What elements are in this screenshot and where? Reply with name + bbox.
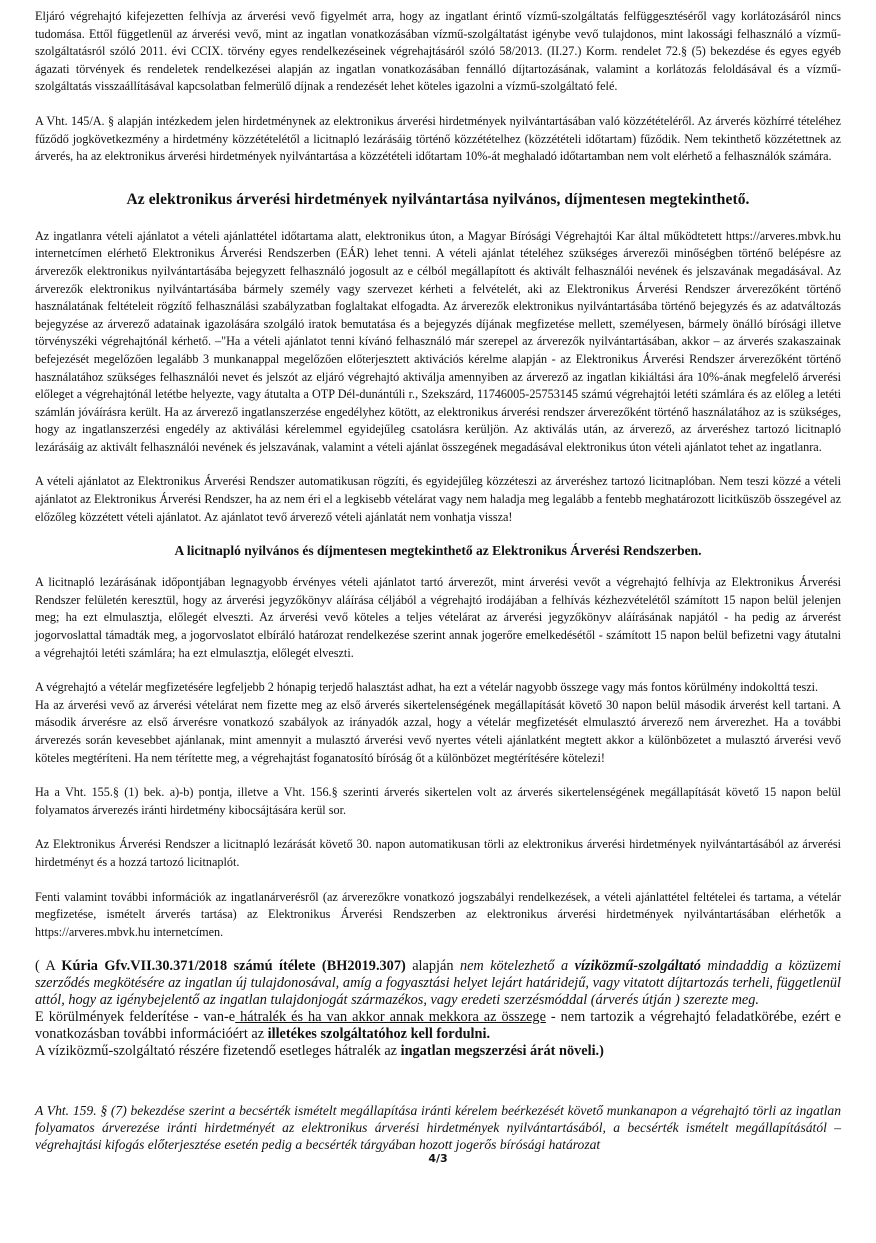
paragraph-further-info: Fenti valamint további információk az ingatlanárverésről (az árverezőkre vonatkozó jogszabályi rendelkezések, a vételi ajánlattétel feltételei és tartama, a vételár megfizetése, ismételt árverés tartása) az Elektronikus Árverési Rendszerben az elektronikus árverési hirdetmények nyilvántartásában elérhetők a https://arveres.mbvk.hu internetcímen.: [35, 889, 841, 939]
arrears-contact-provider: illetékes szolgáltatóhoz kell fordulni.: [267, 1026, 491, 1043]
kuria-alapjan: alapján: [405, 958, 460, 975]
arrears-price-paragraph: [35, 1043, 841, 1060]
arrears-price-bold: ingatlan megszerzési árát növeli.): [400, 1043, 604, 1060]
arrears-price-text: A víziközmű-szolgáltató részére fizetendő esetleges hátralék az: [35, 1043, 401, 1060]
paragraph-bid-recording: A vételi ajánlatot az Elektronikus Árverési Rendszer automatikusan rögzíti, és egyidejűleg közzéteszi az árveréshez tartozó licitnaplóban. Nem teszi közzé a vételi ajánlatot az Elektronikus Árverési Rendszer, ha az nem éri el a legkisebb vételárat vagy nem haladja meg legalább a fentebb meghatározott licitküszöb összegével az előzőleg közzétett vételi ajánlatot. Az ajánlatot tevő árverező vételi ajánlatát nem vonhatja vissza!: [35, 474, 841, 524]
paragraph-vht-159: A Vht. 159. § (7) bekezdése szerint a becsérték ismételt megállapítása iránti kérelem beérkezését követő munkanapon a végrehajtó törli az ingatlan folyamatos árverezése iránti hirdetményét az elektronikus árverési hirdetmények nyilvántartásából, a becsérték ismételt megállapításától – végrehajtási kifogás előterjesztése esetén pedig a becsérték tárgyában hozott jogerős bírósági határozat: [35, 1103, 841, 1153]
paragraph-second-auction: Ha az árverési vevő az árverési vételárat nem fizette meg az első árverés sikertelenségének megállapítását követő 30 napon belül második árverést kell tartani. A második árverésre az első árverésre vonatkozó szabályok az irányadók azzal, hogy a vételár megfizetését elmulasztó árverező nem árverezhet. Ha a további árverezés során kevesebbet ajánlanak, mint amennyit a mulasztó árverési vevő nyertes vételi ajánlatként megtett akkor a különbözetet a mulasztó árverési vevő köteles megtéríteni. Ha nem térítette meg, a végrehajtást foganatosító bíróság őt a különbözet megtérítésére kötelezi!: [35, 697, 841, 765]
kuria-italic-2: mindaddig a közüzemi szerződés megkötésére az ingatlan új tulajdonosával, amíg a fogyasztási helyet lejárt határidejű, vagy vitatott díjtartozás terheli, függetlenül attól, hogy az igénybejelentő az ingatlan tulajdonjogát származékos, vagy eredeti szerzésmóddal (árverés útján ) szerezte meg.: [35, 958, 841, 1009]
kuria-open: ( A: [35, 958, 62, 975]
paragraph-auto-deletion: Az Elektronikus Árverési Rendszer a licitnapló lezárását követő 30. napon automatikusan törli az elektronikus árverési hirdetmények nyilvántartásából az árverési hirdetményt és a hozzá tartozó licitnaplót.: [35, 837, 841, 869]
arrears-underlined: hátralék és ha van akkor annak mekkora az összege: [235, 1009, 546, 1026]
paragraph-unsuccessful-auction: Ha a Vht. 155.§ (1) bek. a)-b) pontja, illetve a Vht. 156.§ szerinti árverés sikertelen volt az árverés sikertelenségének megállapítását követő 15 napon belül folyamatos árverezés iránti hirdetmény kibocsájtására kerül sor.: [35, 785, 841, 817]
kuria-utility-provider: víziközmű-szolgáltató: [574, 958, 701, 975]
document-page: [35, 8, 841, 1165]
heading-bid-log-public: A licitnapló nyilvános és díjmentesen megtekinthető az Elektronikus Árverési Rendszerben.: [174, 543, 702, 559]
page-number: 4/3: [428, 1152, 448, 1166]
arrears-text-a: E körülmények felderítése - van-e: [35, 1009, 236, 1026]
paragraph-bid-log-closing: A licitnapló lezárásának időpontjában legnagyobb érvényes vételi ajánlatot tartó árverezőt, mint árverési vevőt a végrehajtó felhívja az Elektronikus Árverési Rendszer felületén keresztül, hogy az árverési jegyzőkönyv aláírása céljából a végrehajtó irodájában a felhívás kézhezvételétől számított 15 napon belül jelenjen meg; ha ezt elmulasztja, előlegét elveszti. Az árverési vevő köteles a teljes vételárat az árverési jegyzőkönyv aláírásának napjától - ha pedig az árverést jogorvoslattal támadták meg, a jogorvoslatot elbíráló határozat rendelkezése szerint annak jogerőre emelkedésétől - számított 15 napon belül befizetni vagy átutalni a végrehajtói letéti számlára; ha ezt elmulasztja, előlegét elveszti.: [35, 575, 841, 660]
arrears-text-b: - nem tartozik a végrehajtó feladatkörébe, ezért e vonatkozásban további információért az: [35, 1009, 841, 1043]
kuria-ruling-block: [35, 958, 841, 1060]
paragraph-water-service-notice: Eljáró végrehajtó kifejezetten felhívja az árverési vevő figyelmét arra, hogy az ingatlant érintő vízmű-szolgáltatás felfüggesztéséről vagy korlátozásáról nincs tudomása. Ettől függetlenül az árverési vevő, mint az ingatlan vonatkozásában vízmű-szolgáltatást igénybe vevő tulajdonos, mint lakossági felhasználó a vízmű-szolgáltatásról szóló 2011. évi CCIX. törvény egyes rendelkezéseinek végrehajtásáról szóló 58/2013. (II.27.) Korm. rendelet 72.§ (5) bekezdése és egyes egyéb ágazati törvények és rendeletek rendelkezései alapján az ingatlan vonatkozásában fennálló díjtartozásának, valamint a korlátozás feloldásával és a vízmű-szolgáltatás visszaállításával kapcsolatban felmerülő díjnak a rendezését lehet köteles igazolni a vízmű-szolgáltató felé.: [35, 9, 841, 94]
heading-registry-public: Az elektronikus árverési hirdetmények nyilvántartása nyilvános, díjmentesen megtekinthető.: [126, 190, 750, 208]
paragraph-bidding-procedure: Az ingatlanra vételi ajánlatot a vételi ajánlattétel időtartama alatt, elektronikus úton, a Magyar Bírósági Végrehajtói Kar által működtetett https://arveres.mbvk.hu internetcímen elérhető Elektronikus Árverési Rendszerben (EÁR) lehet tenni. A vételi ajánlat tételéhez szükséges árverezői minőségben történő belépésre az árverezők elektronikus nyilvántartásába bejegyzett felhasználó jogosult az e célból megállapított és aktivált felhasználói nevének és jelszavának megadásával. Az árverezők elektronikus nyilvántartásába bármely személy vagy szervezet kérheti a felvételét, aki az Elektronikus Árverési Rendszer árverezőként történő használatának feltételeit rögzítő felhasználási szabályzatban foglaltakat elfogadta. Az árverezők elektronikus nyilvántartásába történő bejegyzés és az adatváltozás bejegyzése az árverező adatainak igazolására szolgáló iratok bemutatása és a bejegyzés díjának megfizetése mellett, személyesen, bármely önálló bírósági illetve törvényszéki végrehajtónál kérhető. –"Ha a vételi ajánlatot tenni kívánó felhasználó már szerepel az árverezők nyilvántartásában, akkor – az árverés szakaszainak befejezését megelőzően legalább 3 munkanappal megelőzően előterjesztett aktivációs kérelme alapján - az Elektronikus Árverési Rendszer árverezőként történő használatához szükséges felhasználói nevet és jelszót az eljáró végrehajtó aktiválja amennyiben az árverező az ingatlan kikiáltási ára 10%-ának megfelelő árverési előleget a végrehajtónál letétbe helyezte, vagy átutalta a OTP Dél-dunántúli r., Szekszárd, 11746005-25753145 számú végrehajtói letéti számlára és az előleg a letéti számlán jóváírásra került. Ha az árverező ingatlanszerzése engedélyhez kötött, az elektronikus árverési rendszer árverezőként történő használatához az is szükséges, hogy az ingatlanszerzési engedély az aktiválási kérelemmel egyidejűleg csatolásra kerüljön. Az aktiválás után, az árverező, az árveréshez tartozó licitnapló lezárásáig az aktivált felhasználói nevének és jelszavának, valamint a vételi ajánlat összegének megadásával elektronikus úton vételi ajánlatot tehet az ingatlanra.: [35, 228, 841, 454]
paragraph-vht-145a: A Vht. 145/A. § alapján intézkedem jelen hirdetménynek az elektronikus árverési hirdetmények nyilvántartásában való közzétételéről. Az árverés közhírré tételéhez fűződő jogkövetkezmény a hirdetmény közzétételétől a licitnapló lezárásáig történő közzétételhez (közzétételi időtartam) fűződik. Nem tekinthető közzétettnek az árverés, ha az elektronikus árverési hirdetmények nyilvántartása a közzétételi időtartam 10%-át meghaladó időtartamban nem volt elérhető a felhasználók számára.: [35, 113, 841, 164]
arrears-paragraph: [35, 1009, 841, 1043]
kuria-ruling-paragraph: [35, 958, 841, 1009]
kuria-reference: Kúria Gfv.VII.30.371/2018 számú ítélete (BH2019.307): [61, 958, 406, 975]
paragraph-payment-deferral: A végrehajtó a vételár megfizetésére legfeljebb 2 hónapig terjedő halasztást adhat, ha ezt a vételár nagyobb összege vagy más fontos körülmény indokolttá teszi.: [35, 680, 819, 695]
kuria-italic-1: nem kötelezhető a: [459, 958, 575, 975]
